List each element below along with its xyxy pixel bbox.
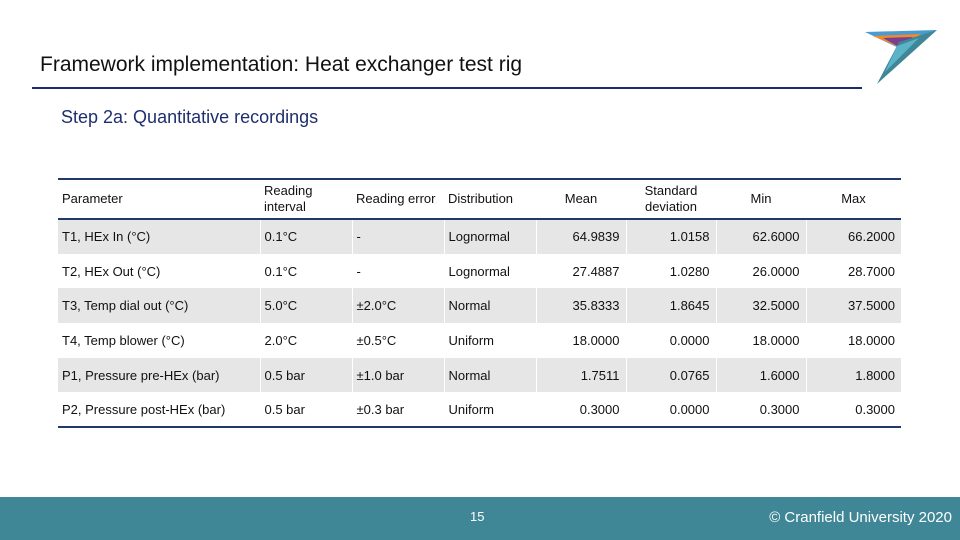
cell-max: 18.0000 [806, 323, 901, 358]
table-row [58, 288, 901, 323]
cell-parameter: T1, HEx In (°C) [58, 219, 260, 254]
cell-parameter: P1, Pressure pre-HEx (bar) [58, 358, 260, 393]
table-row [58, 323, 901, 358]
col-header-max: Max [806, 179, 901, 219]
cell-reading-interval: 0.1°C [260, 219, 352, 254]
cell-std-dev: 0.0000 [626, 392, 716, 427]
slide-title: Framework implementation: Heat exchanger test rig [40, 53, 523, 76]
cell-mean: 0.3000 [536, 392, 626, 427]
cell-reading-interval: 2.0°C [260, 323, 352, 358]
table-row [58, 254, 901, 289]
cell-distribution: Uniform [444, 323, 536, 358]
cell-min: 0.3000 [716, 392, 806, 427]
table-row [58, 358, 901, 393]
cell-mean: 64.9839 [536, 219, 626, 254]
cell-distribution: Uniform [444, 392, 536, 427]
slide-subtitle: Step 2a: Quantitative recordings [61, 107, 319, 127]
table-row [58, 219, 901, 254]
cell-min: 18.0000 [716, 323, 806, 358]
footer-bar [0, 497, 960, 540]
cell-reading-error: - [352, 254, 444, 289]
cell-std-dev: 0.0000 [626, 323, 716, 358]
cell-reading-interval: 5.0°C [260, 288, 352, 323]
cell-distribution: Lognormal [444, 254, 536, 289]
page-number: 15 [470, 509, 485, 524]
cell-std-dev: 1.0158 [626, 219, 716, 254]
cell-mean: 35.8333 [536, 288, 626, 323]
cell-parameter: P2, Pressure post-HEx (bar) [58, 392, 260, 427]
col-header-distribution: Distribution [444, 179, 536, 219]
cell-std-dev: 1.8645 [626, 288, 716, 323]
table-header-row [58, 179, 901, 219]
col-header-min: Min [716, 179, 806, 219]
cell-parameter: T2, HEx Out (°C) [62, 263, 161, 279]
cell-reading-error: ±0.3 bar [352, 392, 444, 427]
col-header-reading-interval: Reading interval [260, 179, 352, 219]
table-row [58, 392, 901, 427]
cell-distribution: Normal [444, 288, 536, 323]
cell-reading-error: ±1.0 bar [352, 358, 444, 393]
cell-parameter: T3, Temp dial out (°C) [58, 288, 260, 323]
cranfield-logo-icon [863, 28, 937, 84]
cell-max: 0.3000 [806, 392, 901, 427]
cell-parameter: T4, Temp blower (°C) [62, 332, 185, 348]
cell-distribution: Lognormal [444, 219, 536, 254]
cell-reading-interval: 0.1°C [260, 254, 352, 289]
cell-reading-interval: 0.5 bar [260, 358, 352, 393]
col-header-reading-error: Reading error [352, 179, 444, 219]
cell-std-dev: 0.0765 [626, 358, 716, 393]
cell-max: 37.5000 [806, 288, 901, 323]
title-divider [32, 87, 862, 89]
cell-mean: 27.4887 [536, 254, 626, 289]
col-header-standard-deviation: Standard deviation [626, 179, 716, 219]
cell-max: 66.2000 [806, 219, 901, 254]
cell-reading-error: ±0.5°C [352, 323, 444, 358]
cell-min: 26.0000 [716, 254, 806, 289]
cell-reading-interval: 0.5 bar [260, 392, 352, 427]
cell-reading-error: - [352, 219, 444, 254]
col-header-mean: Mean [536, 179, 626, 219]
cell-reading-error: ±2.0°C [352, 288, 444, 323]
cell-min: 32.5000 [716, 288, 806, 323]
cell-mean: 1.7511 [536, 358, 626, 393]
cell-distribution: Normal [444, 358, 536, 393]
cell-min: 1.6000 [716, 358, 806, 393]
cell-std-dev: 1.0280 [626, 254, 716, 289]
cell-max: 1.8000 [806, 358, 901, 393]
cell-min: 62.6000 [716, 219, 806, 254]
recordings-table [58, 178, 901, 428]
col-header-parameter: Parameter [58, 179, 260, 219]
copyright-text: © Cranfield University 2020 [769, 509, 952, 526]
cell-mean: 18.0000 [536, 323, 626, 358]
cell-max: 28.7000 [806, 254, 901, 289]
